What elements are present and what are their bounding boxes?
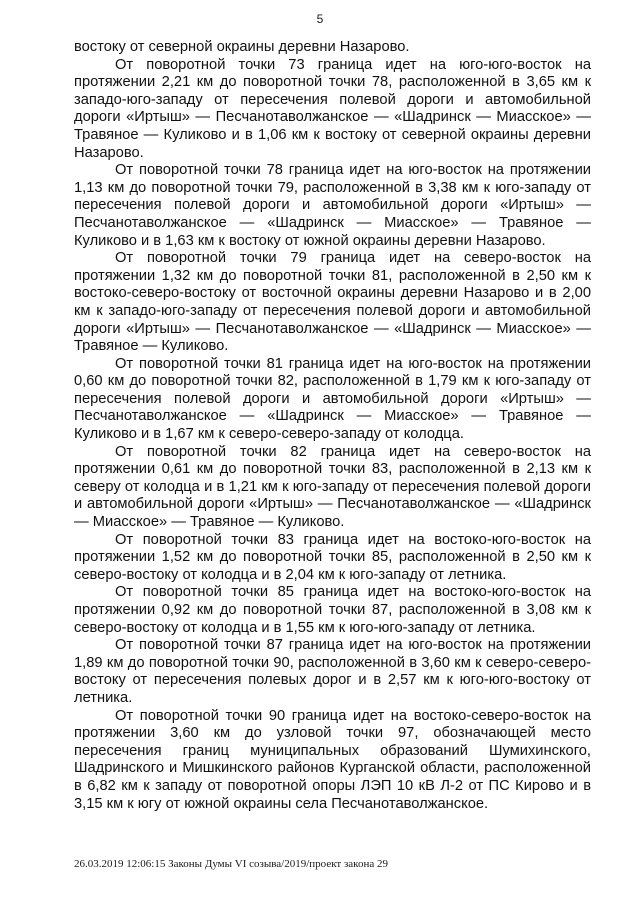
paragraph-point-73: От поворотной точки 73 граница идет на юго-юго-восток на протяжении 2,21 км до поворотной точки 78, расположенной в 3,65 км к западо-юго-западу от пересечения полевой дороги и автомобильной дороги «Иртыш» — Песчанотаволжанское — «Шадринск — Миасское» — Травяное — Куликово и в 1,06 км к востоку от северной окраины деревни Назарово.: [74, 56, 591, 161]
page-number: 5: [316, 12, 324, 26]
paragraph-point-81: От поворотной точки 81 граница идет на юго-восток на протяжении 0,60 км до поворотной точки 82, расположенной в 1,79 км к юго-западу от пересечения полевой дороги и автомобильной дороги «Иртыш» — Песчанотаволжанское — «Шадринск — Миасское» — Травяное — Куликово и в 1,67 км к северо-северо-западу от колодца.: [74, 355, 591, 443]
paragraph-point-82: От поворотной точки 82 граница идет на северо-восток на протяжении 0,61 км до поворотной точки 83, расположенной в 2,13 км к северу от колодца и в 1,21 км к юго-западу от пересечения полевой дороги и автомобильной дороги «Иртыш» — Песчанотаволжанское — «Шадринск — Миасское» — Травяное — Куликово.: [74, 443, 591, 531]
paragraph-continuation: востоку от северной окраины деревни Назарово.: [74, 39, 410, 55]
paragraph-point-79: От поворотной точки 79 граница идет на северо-восток на протяжении 1,32 км до поворотной точки 81, расположенной в 2,50 км к востоко-северо-востоку от восточной окраины деревни Назарово и в 2,00 км к западо-юго-западу от пересечения полевой дороги и автомобильной дороги «Иртыш» — Песчанотаволжанское — «Шадринск — Миасское» — Травяное — Куликово.: [74, 250, 591, 355]
paragraph-point-90: От поворотной точки 90 граница идет на востоко-северо-восток на протяжении 3,60 км до узловой точки 97, обозначающей место пересечения границ муниципальных образований Шумихинского, Шадринского и Мишкинского районов Курганской области, расположенной в 6,82 км к западу от поворотной опоры ЛЭП 10 кВ Л-2 от ПС Кирово и в 3,15 км к югу от южной окраины села Песчанотаволжанское.: [74, 707, 591, 812]
paragraph-point-85: От поворотной точки 85 граница идет на востоко-юго-восток на протяжении 0,92 км до поворотной точки 87, расположенной в 3,08 км к северо-востоку от колодца и в 1,55 км к юго-юго-западу от летника.: [74, 584, 591, 636]
paragraph-point-78: От поворотной точки 78 граница идет на юго-восток на протяжении 1,13 км до поворотной точки 79, расположенной в 3,38 км к юго-западу от пересечения полевой дороги и автомобильной дороги «Иртыш» — Песчанотаволжанское — «Шадринск — Миасское» — Травяное — Куликово и в 1,63 км к востоку от южной окраины деревни Назарово.: [74, 162, 591, 249]
paragraph-point-83: От поворотной точки 83 граница идет на востоко-юго-восток на протяжении 1,52 км до поворотной точки 85, расположенной в 2,50 км к северо-востоку от колодца и в 2,04 км к юго-западу от летника.: [74, 531, 591, 583]
document-body: [74, 39, 591, 813]
paragraph-point-87: От поворотной точки 87 граница идет на юго-восток на протяжении 1,89 км до поворотной точки 90, расположенной в 3,60 км к северо-северо-востоку от пересечения полевых дорог и в 2,57 км к юго-юго-востоку от летника.: [74, 637, 591, 706]
document-footer: 26.03.2019 12:06:15 Законы Думы VI созыва/2019/проект закона 29: [74, 858, 388, 870]
